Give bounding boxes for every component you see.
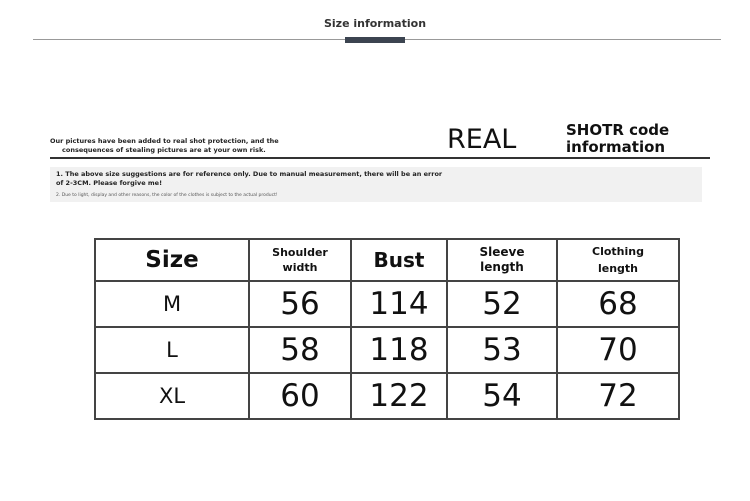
header-sleeve-line-1: Sleeve	[479, 245, 525, 259]
header-shoulder-line-1: Shoulder	[272, 246, 328, 259]
header-shoulder-line-2: width	[282, 261, 318, 274]
shotr-code-heading	[566, 122, 669, 156]
header-shoulder-width	[249, 239, 351, 281]
table-row	[95, 373, 679, 419]
cell-clothing: 68	[557, 281, 679, 327]
page-title: Size information	[323, 17, 427, 30]
header-divider	[50, 157, 710, 159]
table-header-row	[95, 239, 679, 281]
cell-bust: 118	[351, 327, 447, 373]
real-label: REAL	[447, 124, 517, 155]
cell-sleeve: 54	[447, 373, 557, 419]
cell-clothing: 70	[557, 327, 679, 373]
title-accent-bar	[345, 37, 405, 43]
header-sleeve-line-2: length	[480, 260, 524, 274]
size-table	[94, 238, 680, 420]
table-row	[95, 281, 679, 327]
header-clothing-line-1: Clothing	[592, 245, 644, 258]
cell-sleeve: 52	[447, 281, 557, 327]
header-clothing-length	[557, 239, 679, 281]
protection-notice	[50, 137, 280, 155]
protection-notice-line-2: consequences of stealing pictures are at your own risk.	[62, 146, 266, 154]
cell-bust: 122	[351, 373, 447, 419]
cell-size: XL	[95, 373, 249, 419]
header-clothing-line-2: length	[597, 262, 639, 275]
cell-shoulder: 60	[249, 373, 351, 419]
cell-size: M	[95, 281, 249, 327]
table-row	[95, 327, 679, 373]
cell-bust: 114	[351, 281, 447, 327]
cell-shoulder: 56	[249, 281, 351, 327]
header-size: Size	[95, 239, 249, 281]
shotr-line-2: information	[566, 138, 666, 156]
cell-sleeve: 53	[447, 327, 557, 373]
cell-clothing: 72	[557, 373, 679, 419]
shotr-line-1: SHOTR code	[566, 121, 670, 139]
header-sleeve-length	[447, 239, 557, 281]
cell-shoulder: 58	[249, 327, 351, 373]
protection-notice-line-1: Our pictures have been added to real shot protection, and the	[50, 137, 279, 145]
note-measurement: 1. The above size suggestions are for reference only. Due to manual measurement, there will be an error of 2-3CM. Please forgive me!	[56, 170, 443, 187]
header-bust: Bust	[351, 239, 447, 281]
note-color: 2. Due to light, display and other reasons, the color of the clothes is subject to the actual product!	[56, 193, 278, 198]
cell-size: L	[95, 327, 249, 373]
